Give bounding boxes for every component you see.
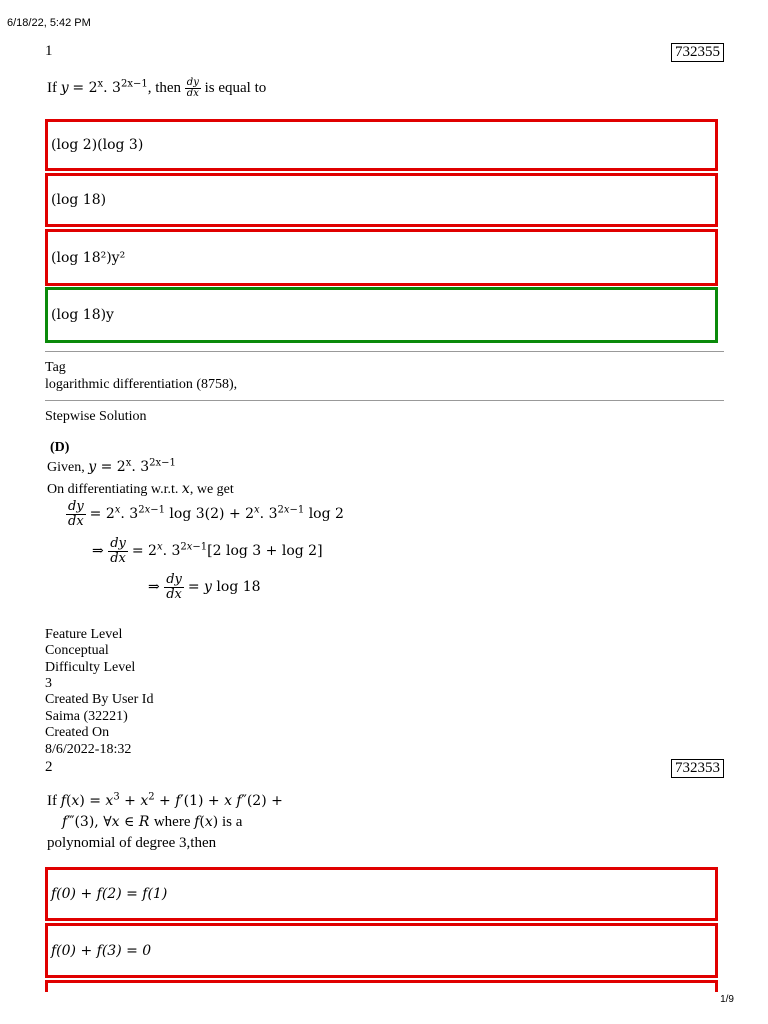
divider — [45, 351, 724, 352]
solution-diff-line: On differentiating w.r.t. x, we get — [47, 481, 234, 497]
question-id: 732353 — [671, 759, 724, 778]
solution-given: Given, $y = 2^x$. $3^{2x-1}$ — [47, 457, 176, 475]
solution-heading: Stepwise Solution — [45, 409, 147, 424]
option-a[interactable]: f(0) + f(2) = f(1) — [45, 867, 718, 921]
solution-step-3: ⇒ $\frac{dy}{dx}$ = y log 18 — [148, 572, 261, 602]
option-c[interactable]: (log 18²)y² — [45, 229, 718, 286]
page-number: 1/9 — [720, 994, 734, 1005]
question-text-prefix: If — [47, 79, 57, 96]
option-b[interactable]: f(0) + f(3) = 0 — [45, 923, 718, 978]
option-c[interactable] — [45, 980, 718, 992]
created-on-heading: Created On — [45, 725, 110, 740]
question-number: 1 — [45, 43, 53, 59]
feature-level-value: Conceptual — [45, 643, 109, 658]
solution-step-1: $\frac{dy}{dx}$ = $2^x$. $3^{2x-1}$ $\log 3(2) + 2^x$. $3^{2x-1}$ log 2 — [68, 499, 344, 529]
tag-heading: Tag — [45, 360, 66, 375]
question-2-line-3: polynomial of degree 3,then — [47, 835, 217, 851]
difficulty-heading: Difficulty Level — [45, 660, 136, 675]
print-timestamp: 6/18/22, 5:42 PM — [7, 17, 91, 29]
option-a[interactable]: (log 2)(log 3) — [45, 119, 718, 171]
question-id: 732355 — [671, 43, 724, 62]
question-text-mid: , then — [147, 79, 182, 96]
created-by-heading: Created By User Id — [45, 692, 154, 707]
question-2-line-1: If $f(x) = x^3 + x^2 + f'(1) + x$ f″(2) + — [47, 791, 283, 809]
divider — [45, 400, 724, 401]
derivative-fraction: $\frac{dy}{dx}$ — [186, 77, 199, 99]
feature-level-heading: Feature Level — [45, 627, 123, 642]
difficulty-value: 3 — [45, 676, 52, 691]
tag-value: logarithmic differentiation (8758), — [45, 377, 238, 392]
option-d-correct[interactable]: (log 18)y — [45, 287, 718, 343]
question-number: 2 — [45, 759, 53, 775]
created-by-value: Saima (32221) — [45, 709, 128, 724]
question-2-line-2: f‴(3), ∀x ∈ R where f(x) is a — [62, 814, 243, 830]
question-text: If $y = 2^x$. $3^{2x-1}$, then $\frac{dy}{dx}$ is equal to — [47, 77, 267, 99]
answer-label: (D) — [50, 440, 70, 455]
equation-y: y — [60, 79, 69, 96]
created-on-value: 8/6/2022-18:32 — [45, 742, 132, 757]
option-b[interactable]: (log 18) — [45, 173, 718, 227]
question-text-suffix: is equal to — [204, 79, 267, 96]
solution-step-2: ⇒ $\frac{dy}{dx}$ = $2^x$. $3^{2x-1}[2$ log 3 + log 2] — [92, 536, 323, 566]
